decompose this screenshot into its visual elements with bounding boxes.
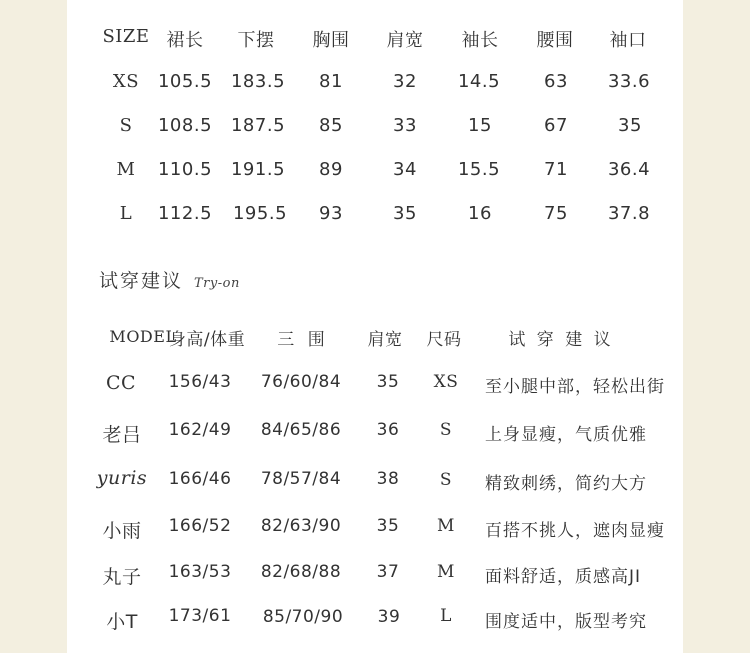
size-cell: 110.5 bbox=[157, 159, 213, 180]
size-cell: 191.5 bbox=[230, 159, 286, 180]
size-cell: 35 bbox=[618, 115, 642, 136]
model-advice: 上身显瘦，气质优雅 bbox=[485, 425, 647, 445]
tryon-header-size: 尺码 bbox=[426, 330, 462, 350]
size-cell: 105.5 bbox=[157, 71, 213, 92]
size-cell: 93 bbox=[319, 203, 343, 224]
model-advice: 百搭不挑人，遮肉显瘦 bbox=[485, 521, 665, 541]
size-cell: 37.8 bbox=[607, 203, 651, 224]
model-name: CC bbox=[105, 372, 137, 394]
size-header-size: SIZE bbox=[102, 26, 150, 47]
tryon-title: 试穿建议 bbox=[99, 270, 184, 292]
size-header-hem: 下摆 bbox=[237, 30, 275, 51]
model-advice: 至小腿中部，轻松出街 bbox=[485, 377, 665, 397]
size-cell: 63 bbox=[544, 71, 568, 92]
model-shoulder: 39 bbox=[377, 607, 401, 627]
model-name: 小T bbox=[106, 611, 138, 633]
size-cell: 195.5 bbox=[232, 203, 288, 224]
model-size: XS bbox=[433, 372, 459, 392]
size-cell: L bbox=[119, 203, 133, 224]
model-shoulder: 36 bbox=[376, 420, 400, 440]
model-height-weight: 163/53 bbox=[168, 562, 232, 582]
size-cell: 81 bbox=[319, 71, 343, 92]
model-advice: 围度适中，版型考究 bbox=[485, 612, 647, 632]
size-cell: 14.5 bbox=[457, 71, 501, 92]
size-cell: 85 bbox=[319, 115, 343, 136]
model-name: 老吕 bbox=[102, 424, 142, 446]
size-cell: 15.5 bbox=[457, 159, 501, 180]
size-cell: XS bbox=[112, 71, 140, 92]
size-cell: 16 bbox=[468, 203, 492, 224]
model-shoulder: 38 bbox=[376, 469, 400, 489]
model-shoulder: 35 bbox=[376, 372, 400, 392]
size-header-waist: 腰围 bbox=[536, 30, 574, 51]
model-size: M bbox=[437, 516, 455, 536]
model-measurements: 84/65/86 bbox=[260, 420, 342, 440]
size-cell: 71 bbox=[544, 159, 568, 180]
model-size: L bbox=[440, 606, 452, 626]
size-cell: 187.5 bbox=[230, 115, 286, 136]
size-cell: M bbox=[116, 159, 136, 180]
tryon-header-shoulder: 肩宽 bbox=[367, 330, 403, 350]
size-cell: 33.6 bbox=[607, 71, 651, 92]
model-name: 小雨 bbox=[102, 520, 142, 542]
model-measurements: 78/57/84 bbox=[260, 469, 342, 489]
model-size: M bbox=[437, 562, 455, 582]
size-cell: 112.5 bbox=[157, 203, 213, 224]
model-height-weight: 166/46 bbox=[168, 469, 232, 489]
tryon-header-measurements: 三 围 bbox=[277, 330, 329, 350]
size-cell: 75 bbox=[544, 203, 568, 224]
size-cell: 33 bbox=[393, 115, 417, 136]
size-header-length: 裙长 bbox=[166, 30, 204, 51]
size-cell: 89 bbox=[319, 159, 343, 180]
size-cell: 183.5 bbox=[230, 71, 286, 92]
model-advice: 精致刺绣，简约大方 bbox=[485, 474, 647, 494]
tryon-header-advice: 试 穿 建 议 bbox=[508, 330, 614, 350]
size-cell: S bbox=[119, 115, 133, 136]
size-cell: 32 bbox=[393, 71, 417, 92]
model-shoulder: 37 bbox=[376, 562, 400, 582]
size-cell: 108.5 bbox=[157, 115, 213, 136]
model-name: 丸子 bbox=[102, 566, 142, 588]
tryon-header-model: MODEL bbox=[109, 327, 177, 346]
size-header-cuff: 袖口 bbox=[609, 30, 647, 51]
size-header-shoulder: 肩宽 bbox=[386, 30, 424, 51]
model-advice: 面料舒适，质感高JI bbox=[485, 567, 642, 587]
model-size: S bbox=[439, 470, 453, 490]
size-cell: 34 bbox=[393, 159, 417, 180]
size-header-sleeve: 袖长 bbox=[461, 30, 499, 51]
model-height-weight: 173/61 bbox=[168, 606, 232, 626]
model-height-weight: 162/49 bbox=[168, 420, 232, 440]
model-height-weight: 156/43 bbox=[168, 372, 232, 392]
model-shoulder: 35 bbox=[376, 516, 400, 536]
model-measurements: 82/63/90 bbox=[260, 516, 342, 536]
model-measurements: 85/70/90 bbox=[262, 607, 344, 627]
model-measurements: 76/60/84 bbox=[260, 372, 342, 392]
tryon-header-height-weight: 身高/体重 bbox=[168, 330, 246, 350]
tryon-subtitle: Try-on bbox=[194, 276, 240, 291]
model-size: S bbox=[439, 420, 453, 440]
size-cell: 36.4 bbox=[607, 159, 651, 180]
size-cell: 67 bbox=[544, 115, 568, 136]
model-measurements: 82/68/88 bbox=[260, 562, 342, 582]
size-header-bust: 胸围 bbox=[312, 30, 350, 51]
size-cell: 15 bbox=[468, 115, 492, 136]
model-height-weight: 166/52 bbox=[168, 516, 232, 536]
size-cell: 35 bbox=[393, 203, 417, 224]
model-name: yuris bbox=[96, 467, 148, 489]
